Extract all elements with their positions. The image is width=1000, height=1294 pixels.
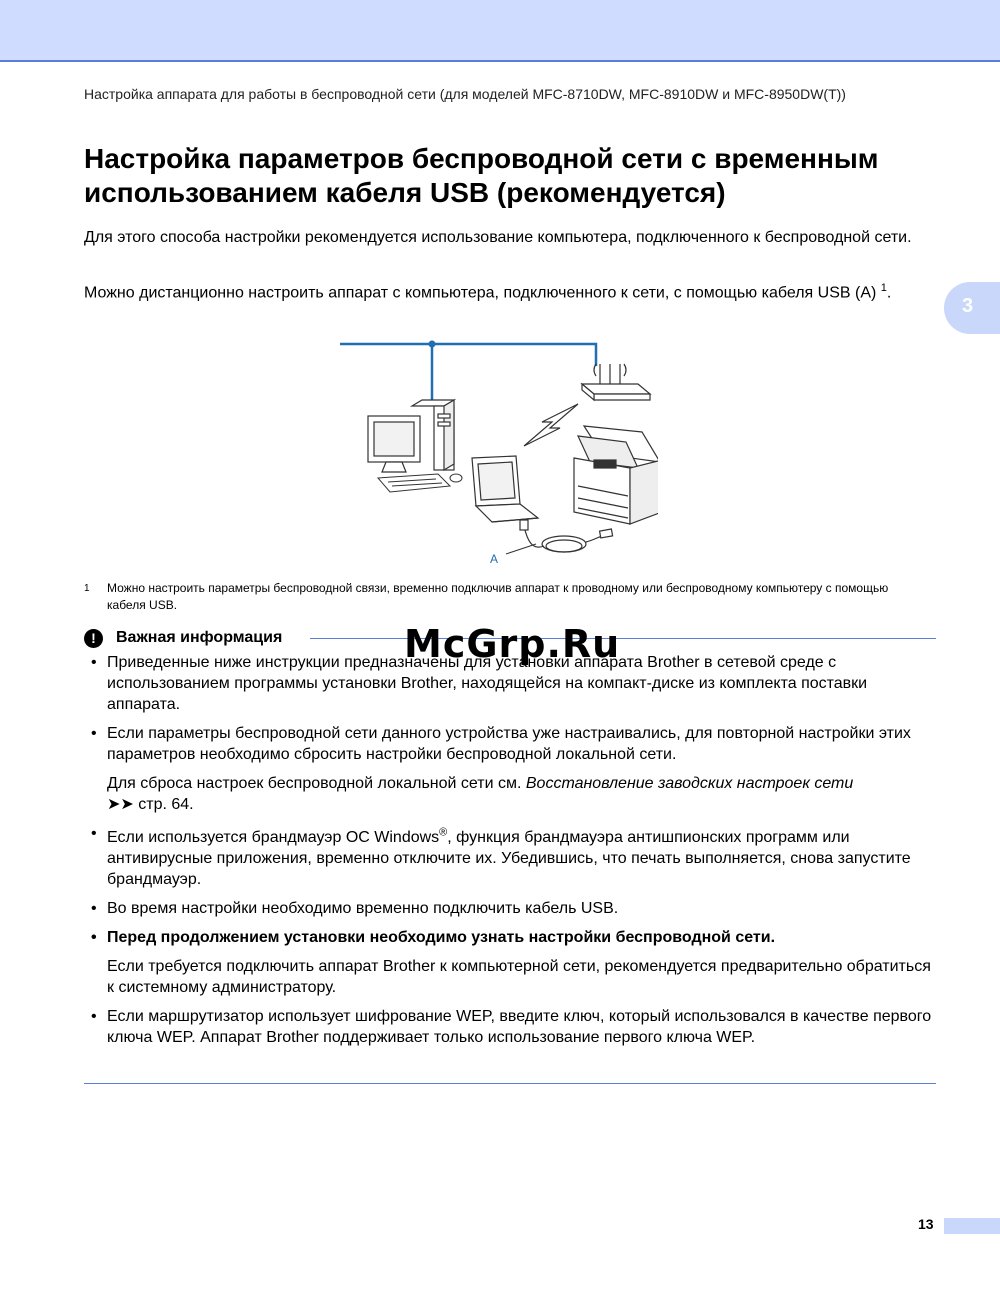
- chapter-tab: [944, 282, 1000, 334]
- printer-mfc-icon: [574, 426, 658, 524]
- laptop-icon: [472, 456, 538, 522]
- callout-leader: [506, 544, 536, 554]
- usb-cable-icon: [520, 520, 613, 552]
- page-number: 13: [918, 1216, 934, 1232]
- list-item: [84, 723, 936, 815]
- footnote-number: 1: [84, 583, 90, 594]
- list-item-text: Перед продолжением установки необходимо узнать настройки беспроводной сети.: [107, 929, 776, 947]
- intro-paragraph-1: Для этого способа настройки рекомендуется использование компьютера, подключенного к беспроводной сети.: [84, 229, 912, 246]
- registered-mark: ®: [439, 827, 448, 839]
- list-item: [84, 898, 936, 919]
- callout-label-a: A: [490, 552, 499, 566]
- keyboard-icon: [378, 474, 462, 492]
- list-item: [84, 1006, 936, 1048]
- bullet-dot: •: [91, 725, 97, 742]
- list-item-text: Во время настройки необходимо временно подключить кабель USB.: [107, 900, 619, 918]
- page-tab: [944, 1218, 1000, 1234]
- bullet-dot: •: [91, 825, 97, 842]
- list-item-subtext: [107, 773, 936, 815]
- arrow-icon: ➤➤: [107, 796, 134, 813]
- chapter-number: 3: [962, 295, 974, 317]
- list-item-text: Приведенные ниже инструкции предназначены для установки аппарата Brother в сетевой среде с использованием программы установки Brother, находящейся на компакт-диске из комплекта поставки аппарата.: [107, 654, 868, 713]
- list-item-subtext: Если требуется подключить аппарат Brother к компьютерной сети, рекомендуется предварительно обратиться к системному администратору.: [107, 958, 931, 997]
- list-item-text: [107, 829, 911, 888]
- list-item-text: Если параметры беспроводной сети данного устройства уже настраивались, для повторной настройки этих параметров необходимо сбросить настройки беспроводной локальной сети.: [107, 725, 911, 763]
- intro-paragraph-2-end: .: [886, 284, 892, 302]
- monitor-icon: [368, 416, 420, 472]
- wireless-router-icon: [582, 364, 650, 400]
- wired-network-line: [340, 344, 596, 400]
- reset-ref-link[interactable]: Восстановление заводских настроек сети: [525, 775, 854, 792]
- page-title: Настройка параметров беспроводной сети с временным использованием кабеля USB (рекомендуется): [84, 143, 879, 208]
- important-title: Важная информация: [116, 629, 283, 646]
- bottom-rule: [84, 1083, 936, 1084]
- firewall-text-a: Если используется брандмауэр ОС Windows: [107, 829, 440, 847]
- bullet-dot: •: [91, 900, 97, 918]
- network-diagram: [338, 336, 658, 568]
- footnote-ref: 1: [880, 282, 887, 294]
- important-list: [84, 652, 936, 1056]
- intro-paragraph-2-text: Можно дистанционно настроить аппарат с компьютера, подключенного к сети, с помощью кабеля USB (A): [84, 284, 877, 302]
- watermark: McGrp.Ru: [404, 622, 621, 666]
- reset-ref-prefix: Для сброса настроек беспроводной локальной сети см.: [107, 775, 526, 792]
- wireless-signal-icon: [524, 404, 578, 446]
- bullet-dot: •: [91, 654, 97, 671]
- top-band: [0, 0, 1000, 62]
- list-item: [84, 927, 936, 998]
- firewall-text-b: , функция брандмауэра антишпионских программ или антивирусные приложения, временно отключите их. Убедившись, что печать выполняется, снова запустите брандмауэр.: [107, 829, 911, 889]
- bullet-dot: •: [91, 929, 97, 947]
- reset-ref-page: стр. 64.: [133, 796, 194, 813]
- bullet-dot: •: [91, 1008, 97, 1026]
- list-item-text: Если маршрутизатор использует шифрование WEP, введите ключ, который использовался в качестве первого ключа WEP. Аппарат Brother поддерживает только использование первого ключа WEP.: [107, 1008, 932, 1047]
- junction-dot: [429, 341, 436, 348]
- list-item: [84, 823, 936, 890]
- exclamation-icon: !: [84, 629, 103, 648]
- intro-paragraph-2: [84, 278, 934, 303]
- footnote-text: Можно настроить параметры беспроводной связи, временно подключив аппарат к проводному или беспроводному компьютеру с помощью кабеля USB.: [107, 581, 889, 612]
- running-header: Настройка аппарата для работы в беспроводной сети (для моделей MFC-8710DW, MFC-8910DW и MFC-8950DW(T)): [84, 86, 846, 102]
